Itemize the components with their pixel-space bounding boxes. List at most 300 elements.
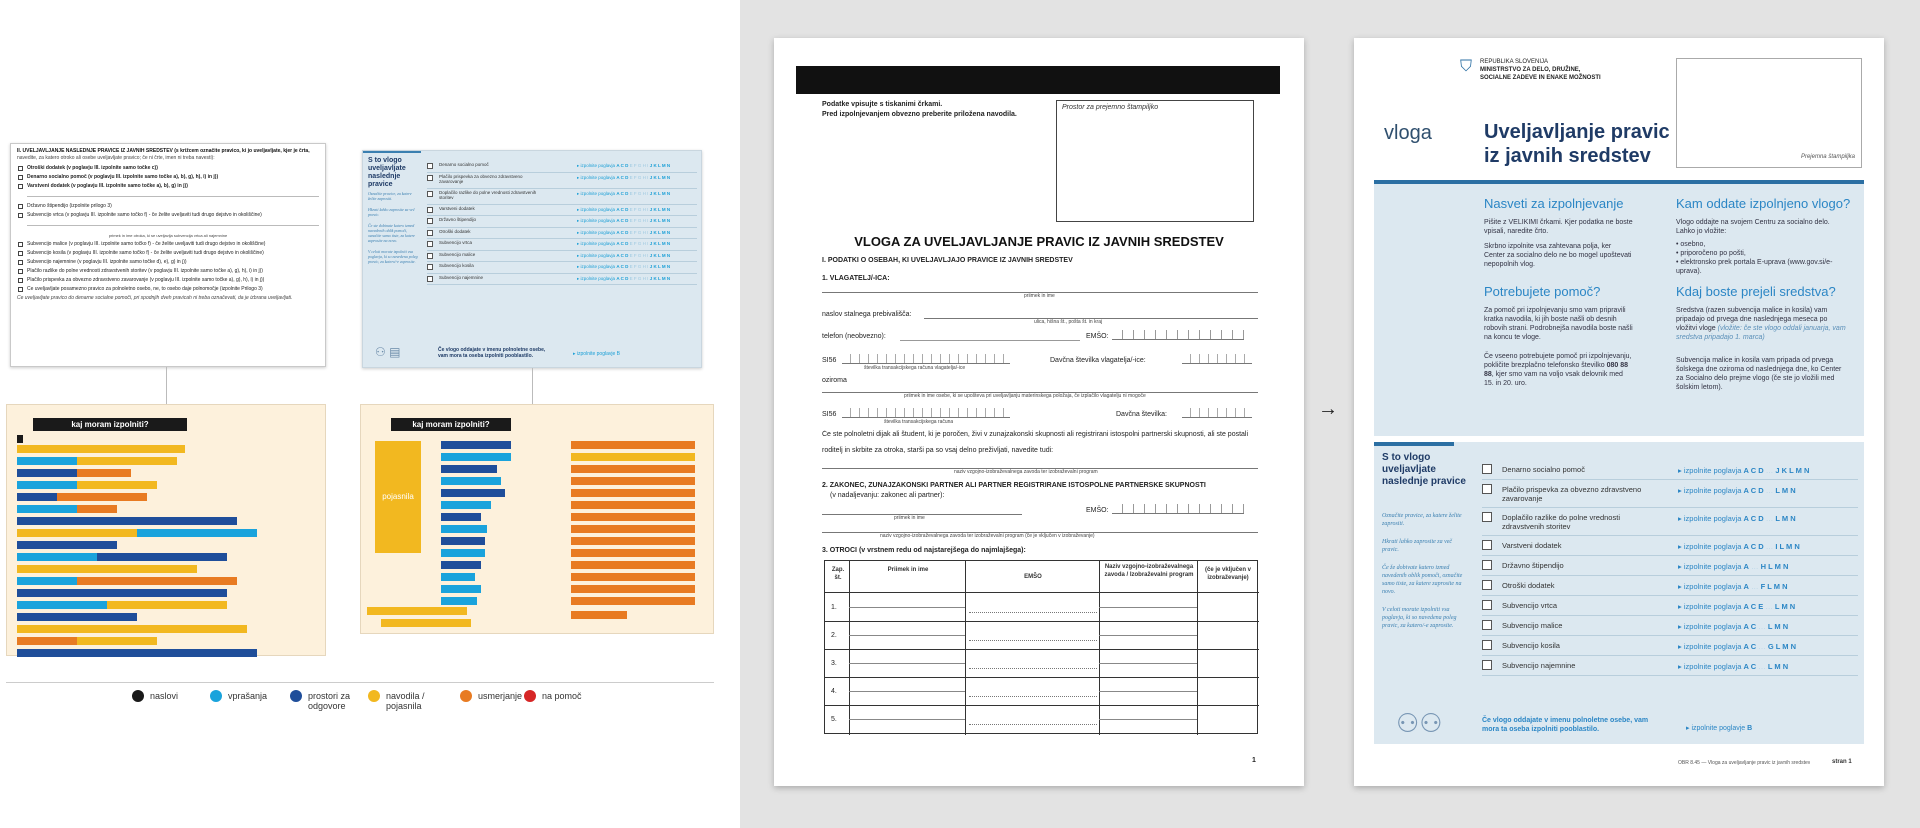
account-boxes[interactable]	[842, 354, 1010, 364]
schematic-bar	[441, 441, 511, 449]
chapter-link[interactable]: ▸ izpolnite poglavja A C D … J K L M N	[1678, 466, 1810, 475]
doc-item-checkbox[interactable]	[18, 278, 23, 283]
partner-school-hint: naziv vzgojno-izobraževalnega zavoda ter izobraževalni program (če je vključen v izobraževanje)	[880, 533, 1095, 539]
chapter-link[interactable]: ▸ izpolnite poglavja A C D … I L M N	[1678, 542, 1800, 551]
side-note: Če ste dobinate katero izmed navedenih oblik pomoči, označite samo tiste, za katere zaprosite na novo.	[368, 223, 415, 243]
connector-line	[532, 368, 533, 404]
doc-item-row	[17, 212, 319, 219]
submit-list: • osebno, • priporočeno po pošti, • elektronsko prek portala E-uprava (www.gov.si/e-uprava).	[1676, 241, 1833, 275]
schematic-bar	[441, 477, 501, 485]
doc-item-row	[17, 174, 319, 181]
th-name: Priimek in ime	[887, 567, 929, 573]
vloga-label: vloga	[1384, 122, 1432, 144]
doc-item-label: Plačilo razlike do polne vrednosti zdravstvenih storitev (v poglavju III. izpolnite samo točke a), g), h), i) in j))	[27, 268, 263, 274]
rights-checkbox[interactable]	[1482, 600, 1492, 610]
tips-2: Skrbno izpolnite vsa zahtevana polja, ker Center za socialno delo ne bo mogel upoštevati nepopolnih vlog.	[1484, 243, 1632, 268]
table-row-number: 4.	[831, 688, 837, 695]
doc-divider	[27, 196, 319, 197]
sub-2b: (v nadaljevanju: zakonec ali partner):	[830, 492, 945, 499]
stamp-box[interactable]	[1676, 58, 1862, 168]
tips-1: Pišite z VELIKIMI črkami. Kjer podatka ne boste vpisali, naredite črto.	[1484, 219, 1633, 235]
side-note: Če že dobivate katero izmed navedenih oblik pomoči, označite samo tiste, za katere zaprosite na novo.	[1382, 565, 1463, 595]
chapter-link[interactable]: ▸ izpolnite poglavja A C … L M N	[1678, 662, 1789, 671]
rights-row	[1482, 656, 1858, 676]
or-label: oziroma	[822, 377, 847, 384]
schematic-bar	[17, 445, 185, 453]
th-emso: EMŠO	[1024, 574, 1042, 580]
rights-label: Subvencijo malice	[439, 251, 476, 257]
table-emso-boxes[interactable]	[969, 691, 1097, 697]
schematic-bar	[17, 589, 227, 597]
name-hint: priimek in ime	[1024, 293, 1055, 299]
rights-checkbox[interactable]	[1482, 620, 1492, 630]
schematic-label: kaj moram izpolniti?	[391, 418, 511, 431]
intro-line-2: Pred izpolnjevanjem obvezno preberite priložena navodila.	[822, 111, 1017, 118]
schematic-bar	[441, 501, 491, 509]
side-note: Hkrati lahko zaprosite za več pravic.	[1382, 539, 1453, 553]
chapter-link[interactable]: ▸ izpolnite poglavja A C D E F G H I J K L M N	[577, 206, 671, 212]
rights-label: Subvencijo kosila	[439, 263, 474, 268]
partner-emso-boxes[interactable]	[1112, 504, 1244, 514]
legend-dot	[524, 690, 536, 702]
info-panel	[1374, 184, 1864, 436]
rights-label: Subvencijo najemnine	[439, 274, 484, 280]
rights-checkbox[interactable]	[1482, 484, 1492, 494]
doc-item-checkbox[interactable]	[18, 184, 23, 189]
rights-label: Subvencijo kosila	[1502, 641, 1560, 650]
submit-heading: Kam oddate izpolnjeno vlogo?	[1676, 196, 1851, 211]
rights-checkbox[interactable]	[427, 253, 433, 259]
schematic-bar	[137, 529, 257, 537]
rights-row	[427, 262, 697, 274]
rights-checkbox[interactable]	[427, 163, 433, 169]
legend-dot	[460, 690, 472, 702]
rights-row	[427, 239, 697, 251]
rights-checkbox[interactable]	[427, 230, 433, 236]
schematic-label: kaj moram izpolniti?	[33, 418, 187, 431]
schematic-bar	[17, 601, 107, 609]
legend-label: prostori za odgovore	[308, 691, 351, 711]
doc-item-checkbox[interactable]	[18, 287, 23, 292]
doc-item-row	[17, 250, 319, 257]
doc-item-checkbox[interactable]	[18, 269, 23, 274]
rights-row	[427, 161, 697, 173]
doc-item-row	[17, 277, 319, 284]
table-school-line[interactable]	[1099, 635, 1197, 636]
side-note: Označite pravice, za katere želite zaprositi.	[1382, 513, 1462, 527]
rights-label: Subvencijo malice	[1502, 621, 1563, 630]
table-name-line[interactable]	[849, 663, 965, 664]
rights-checkbox[interactable]	[1482, 580, 1492, 590]
doc-item-label: Subvencijo kosila (v poglavju III. izpolnite samo točko f) - če želite uveljaviti tudi drugo dejstvo in okoliščine)	[27, 250, 264, 256]
legend-dot	[368, 690, 380, 702]
doc-heading: II. UVELJAVLJANJE NASLEDNJE PRAVICE IZ JAVNIH SREDSTEV (s križcem označite pravico, ki jo uveljavljate, kjer je črta,	[17, 148, 310, 154]
rights-checkbox[interactable]	[427, 241, 433, 247]
schematic-bar	[17, 493, 57, 501]
table-name-line[interactable]	[849, 691, 965, 692]
help-heading: Potrebujete pomoč?	[1484, 284, 1601, 299]
schematic-bar	[441, 585, 481, 593]
table-row-divider	[825, 621, 1259, 622]
rights-footer: Če vlogo oddajate v imenu polnoletne osebe, vam mora ta oseba izpolniti pooblastilo.	[438, 347, 546, 359]
doc-item-label: Otroški dodatek (v poglavju III. izpolnite samo točke c))	[27, 165, 158, 171]
when-1: Sredstva (razen subvencija malice in kosila) vam pripadajo od prvega dne naslednjega meseca po vložitvi vloge (vložite: če ste vlogo oddali januarja, vam sredstva pripadajo 1. marca)	[1676, 307, 1846, 341]
schematic-bar	[441, 561, 481, 569]
schematic-bar	[17, 435, 23, 443]
rights-label: Subvencijo vrtca	[439, 240, 473, 245]
form-code: OBR 8.45 — Vloga za uveljavljanje pravic iz javnih sredstev	[1678, 760, 1811, 766]
stamp-box[interactable]	[1056, 100, 1254, 222]
title-line-1: Uveljavljanje pravic	[1484, 121, 1670, 143]
chapter-link[interactable]: ▸ izpolnite poglavja A C … G L M N	[1678, 642, 1797, 651]
schematic-bar	[571, 549, 695, 557]
connector-line	[166, 367, 167, 405]
doc-item-row	[17, 241, 319, 248]
partner-name-hint: priimek in ime	[894, 515, 925, 521]
side-note: V celoti morate izpolniti vsa poglavja, ki so navedena poleg pravic, za katero/-e zaprosite.	[1382, 607, 1457, 629]
when-heading: Kdaj boste prejeli sredstva?	[1676, 284, 1836, 299]
rights-row	[1482, 616, 1858, 636]
schematic-bar	[441, 465, 497, 473]
schematic-bar	[17, 625, 247, 633]
guardian-hint: priimek in ime osebe, ki se upošteva pri uveljavljanju materinskega položaja, če izplačilo vlagatelju ni mogoče	[904, 393, 1146, 399]
schematic-bar	[17, 553, 97, 561]
rights-checkbox[interactable]	[427, 175, 433, 181]
legend-dot	[132, 690, 144, 702]
doc-item-label: Subvencijo vrtca (v poglavju III. izpolnite samo točko f) - če želite uveljaviti tudi drugo dejstvo in okoliščine)	[27, 212, 262, 218]
table-school-line[interactable]	[1099, 691, 1197, 692]
chapter-link[interactable]: ▸ izpolnite poglavja A C … L M N	[1678, 622, 1789, 631]
schematic-bar	[17, 649, 257, 657]
help-1: Za pomoč pri izpolnjevanju smo vam pripravili kratka navodila, ki jih boste našli ob desnih robovih strani. Podrobnejša navodila boste našli na koncu te vloge.	[1484, 307, 1633, 341]
chapter-link[interactable]: ▸ izpolnite poglavja A C D E F G H I J K L M N	[577, 252, 671, 258]
accent-line	[363, 151, 421, 153]
schematic-bar	[441, 597, 477, 605]
tax-label-2: Davčna številka:	[1116, 411, 1167, 418]
doc-item-label: Plačilo prispevka za obvezno zdravstveno zavarovanje (v poglavju III. izpolnite samo točke a), g), h), i) in j))	[27, 277, 265, 283]
sub-3: 3. OTROCI (v vrstnem redu od najstarejšega do najmlajšega):	[822, 547, 1026, 554]
schematic-bar	[107, 601, 227, 609]
table-name-line[interactable]	[849, 607, 965, 608]
doc-item-label: Subvencijo najemnine (v poglavju III. izpolnite samo točke d), e), g) in j))	[27, 259, 187, 265]
phone-label: telefon (neobvezno):	[822, 333, 886, 340]
rights-checkbox[interactable]	[1482, 640, 1492, 650]
doc-item-row	[17, 165, 319, 172]
rights-row	[1482, 536, 1858, 556]
chapter-link[interactable]: ▸ izpolnite poglavja A … F L M N	[1678, 582, 1788, 591]
schematic-bar	[571, 453, 695, 461]
schematic-bar	[441, 573, 475, 581]
arrow-icon: →	[1318, 398, 1338, 420]
table-row-number: 3.	[831, 660, 837, 667]
schematic-bar	[571, 489, 695, 497]
help-2: Če vseeno potrebujete pomoč pri izpolnjevanju, pokličite brezplačno telefonsko številko 080 88 88, kjer smo vam na voljo vsak delovnik med 15. in 20. uro.	[1484, 353, 1632, 387]
rights-checkbox[interactable]	[427, 276, 433, 282]
submit-text: Vlogo oddajte na svojem Centru za socialno delo. Lahko jo vložite:	[1676, 219, 1830, 235]
schematic-bar	[571, 611, 627, 619]
schematic-bar	[17, 505, 77, 513]
doc-item-checkbox[interactable]	[18, 166, 23, 171]
table-school-line[interactable]	[1099, 719, 1197, 720]
schematic-bar	[367, 607, 467, 615]
address-label: naslov stalnega prebivališča:	[822, 311, 912, 318]
schematic-bar	[571, 561, 695, 569]
footer-chapter: ▸ izpolnite poglavje B	[1686, 725, 1753, 732]
table-row-divider	[825, 705, 1259, 706]
rights-row	[1482, 460, 1858, 480]
schematic-bar	[77, 457, 177, 465]
legend-divider	[6, 682, 714, 683]
school-hint: naziv vzgojno-izobraževalnega zavoda ter izobraževalni program	[954, 469, 1098, 475]
doc-note: primek in ime otroka, ki se uveljavlja subvencija vrtca ali najemnine	[108, 233, 228, 238]
rights-checkbox[interactable]	[427, 191, 433, 197]
table-school-line[interactable]	[1099, 607, 1197, 608]
rights-checkbox[interactable]	[427, 207, 433, 213]
title-line-2: iz javnih sredstev	[1484, 145, 1651, 167]
table-emso-boxes[interactable]	[969, 719, 1097, 725]
rights-row	[1482, 480, 1858, 508]
emso-boxes[interactable]	[1112, 330, 1244, 340]
page-label: stran 1	[1832, 759, 1852, 765]
doc-item-label: Subvencijo malice (v poglavju III. izpolnite samo točko f) - če želite uveljaviti tudi drugo dejstvo in okoliščine)	[27, 241, 266, 247]
black-header-bar	[796, 66, 1280, 94]
rights-checkbox[interactable]	[1482, 540, 1492, 550]
rights-checkbox[interactable]	[1482, 560, 1492, 570]
schematic-bar	[571, 585, 695, 593]
schematic-bar	[77, 577, 237, 585]
doc-note: Če uveljavljate pravico do denarne socialne pomoči, pri spodnjih dveh pravicah ni treba označevati, da je izbrana uveljavljati.	[17, 295, 293, 301]
tax-label: Davčna številka vlagatelja/-ice:	[1050, 357, 1146, 364]
th-note: (če je vključen v izobraževanje)	[1204, 567, 1252, 581]
legend-label: navodila / pojasnila	[386, 691, 425, 711]
rights-label: Denarno socialno pomoč	[439, 162, 489, 167]
rights-label: Varstveni dodatek	[1502, 541, 1562, 550]
legend-label: usmerjanje	[478, 691, 523, 701]
schematic-bar	[17, 517, 237, 525]
coat-of-arms-icon: ⛉	[1460, 58, 1473, 75]
chapter-link[interactable]: ▸ izpolnite poglavja A … H L M N	[1678, 562, 1789, 571]
rights-side-notes	[1382, 512, 1470, 640]
doc-item-row	[17, 286, 319, 293]
schematic-bar	[77, 637, 157, 645]
doc-item-checkbox[interactable]	[18, 251, 23, 256]
doc-items	[17, 165, 319, 302]
doc-item-label: Denarno socialno pomoč (v poglavju III. izpolnite samo točke a), b), g), h), i) in j))	[27, 174, 219, 180]
rights-checkbox[interactable]	[1482, 512, 1492, 522]
si56-label-2: SI56	[822, 411, 837, 418]
schematic-bar	[77, 481, 157, 489]
doc-item-row	[17, 203, 319, 210]
table-row-number: 1.	[831, 604, 837, 611]
student-question: Če ste polnoletni dijak ali študent, ki je poročen, živi v zunajzakonski skupnosti ali registrirani istospolni partnerski skupnosti, ali ste postali	[822, 431, 1249, 438]
th-no: Zap. št.	[831, 567, 845, 581]
table-school-line[interactable]	[1099, 663, 1197, 664]
schematic-bar	[441, 513, 481, 521]
schematic-bar	[441, 489, 505, 497]
doc-divider	[27, 225, 319, 226]
chapter-link[interactable]: ▸ izpolnite poglavja A C D … L M N	[1678, 514, 1796, 523]
forms-comparison-panel	[740, 0, 1920, 828]
schematic-bar	[571, 597, 695, 605]
schematic-bar	[571, 513, 695, 521]
schematic-bar	[77, 505, 117, 513]
doc-item-checkbox[interactable]	[18, 242, 23, 247]
schematic-bar	[17, 565, 197, 573]
rights-label: Otroški dodatek	[1502, 581, 1555, 590]
doc-item-label: Varstveni dodatek (v poglavju III. izpolnite samo točke a), b), g) in j))	[27, 183, 188, 189]
rights-row	[1482, 556, 1858, 576]
legend-label: na pomoč	[542, 691, 582, 701]
schematic-bar	[571, 537, 695, 545]
chapter-link[interactable]: ▸ izpolnite poglavja A C D … L M N	[1678, 486, 1796, 495]
rights-label: Doplačilo razlike do polne vrednosti zdravstvenih storitev	[1502, 513, 1620, 531]
legend-dot	[210, 690, 222, 702]
table-name-line[interactable]	[849, 719, 965, 720]
schematic-bar	[571, 525, 695, 533]
schematic-bar	[17, 577, 77, 585]
side-note: Hkrati lahko zaprosite za več pravic.	[368, 207, 415, 217]
schematic-bar	[381, 619, 471, 627]
rights-label: Državno štipendijo	[439, 217, 477, 222]
schematic-bar	[441, 549, 485, 557]
rights-panel	[1374, 442, 1864, 744]
schematic-bar	[17, 457, 77, 465]
doc-subheading: navedite, za katero otroko ali osebe uveljavljate pravico; če ni črte, imen ni treba navesti):	[17, 155, 215, 161]
table-row-number: 2.	[831, 632, 837, 639]
doc-item-row	[17, 259, 319, 266]
emso-label: EMŠO:	[1086, 333, 1109, 340]
new-rights-section-doc	[362, 150, 702, 368]
doc-item-checkbox[interactable]	[18, 260, 23, 265]
table-row-divider	[825, 677, 1259, 678]
rights-label: Subvencijo najemnine	[1502, 661, 1576, 670]
chapter-link[interactable]: ▸ izpolnite poglavja A C D E F G H I J K L M N	[577, 174, 671, 180]
rights-label: Plačilo prispevka za obvezno zdravstveno zavarovanje	[439, 173, 523, 184]
side-note: Označite pravice, za katere želite zaprositi.	[368, 191, 412, 201]
chapter-link[interactable]: ▸ izpolnite poglavja A C D E F G H I J K L M N	[577, 275, 671, 281]
rights-list	[1482, 460, 1858, 676]
table-name-line[interactable]	[849, 635, 965, 636]
sub-2: 2. ZAKONEC, ZUNAJZAKONSKI PARTNER ALI PARTNER REGISTRIRANE ISTOSPOLNE PARTNERSKE SKUPNOSTI	[822, 482, 1206, 489]
table-emso-boxes[interactable]	[969, 663, 1097, 669]
schematic-bar	[17, 541, 117, 549]
new-form-page	[1354, 38, 1884, 786]
sub-1: 1. VLAGATELJ/-ICA:	[822, 275, 890, 282]
footer-chapter: ▸ izpolnite poglavje B	[573, 351, 620, 357]
tax-boxes-2[interactable]	[1182, 408, 1252, 418]
old-form-page	[774, 38, 1304, 786]
rights-label: Državno štipendijo	[1502, 561, 1564, 570]
schematic-bar	[571, 441, 695, 449]
side-notes	[368, 191, 420, 270]
chapter-link[interactable]: ▸ izpolnite poglavja A C D E F G H I J K L M N	[577, 218, 671, 223]
schematic-bar	[571, 501, 695, 509]
rights-checkbox[interactable]	[1482, 464, 1492, 474]
stamp-label: Prejemna štampiljka	[1800, 154, 1855, 160]
rights-footer: Če vlogo oddajate v imenu polnoletne osebe, vam mora ta oseba izpolniti pooblastilo.	[1482, 717, 1649, 733]
schematic-bar	[571, 477, 695, 485]
schematic-bar	[17, 529, 137, 537]
rights-label: Varstveni dodatek	[439, 205, 475, 211]
account-boxes-2[interactable]	[842, 408, 1010, 418]
people-icon: ⚇ ▤	[375, 345, 401, 359]
rights-rows	[427, 161, 697, 285]
rights-row	[427, 251, 697, 263]
doc-item-row	[17, 183, 319, 190]
rights-row	[427, 228, 697, 240]
schematic-bar	[441, 453, 511, 461]
tips-heading: Nasveti za izpolnjevanje	[1484, 196, 1624, 211]
schematic-bar	[441, 537, 485, 545]
schematic-bar	[17, 613, 137, 621]
partner-emso-label: EMŠO:	[1086, 507, 1109, 514]
chapter-link[interactable]: ▸ izpolnite poglavja A C D E F G H I J K L M N	[577, 229, 671, 235]
schematic-bar	[77, 469, 131, 477]
account-hint: številka transakcijskega računa vlagatelja/-ice	[864, 365, 966, 371]
tax-boxes[interactable]	[1182, 354, 1252, 364]
ministry-line-1: REPUBLIKA SLOVENIJA	[1480, 59, 1549, 65]
rights-checkbox[interactable]	[427, 218, 433, 224]
ministry-line-2: MINISTRSTVO ZA DELO, DRUŽINE,	[1480, 67, 1581, 73]
doc-item-checkbox[interactable]	[18, 175, 23, 180]
doc-item-checkbox[interactable]	[18, 213, 23, 218]
legend-label: naslovi	[150, 691, 179, 701]
old-form-schematic	[6, 404, 326, 656]
chapter-link[interactable]: ▸ izpolnite poglavja A C D E F G H I J K L M N	[577, 163, 671, 168]
form-title: VLOGA ZA UVELJAVLJANJE PRAVIC IZ JAVNIH SREDSTEV	[854, 234, 1224, 249]
when-2: Subvencija malice in kosila vam pripada od prvega šolskega dne oziroma od naslednjega dne, ko Center za Socialno delo prejme vlogo (če ste jo vložili med šolskim letom).	[1676, 357, 1842, 391]
rights-row	[427, 205, 697, 217]
rights-row	[1482, 508, 1858, 536]
doc-item-row	[17, 268, 319, 275]
th-school: Naziv vzgojno-izobraževalnega zavoda / Izobraževalni program	[1104, 564, 1194, 578]
schematic-bar	[57, 493, 147, 501]
old-rights-section-doc	[10, 143, 326, 367]
doc-item-label: Če uveljavljate posamezno pravico za polnoletno osebo, ne, to osebo daje polnomočje (izpolnite Prilogo 3)	[27, 286, 263, 292]
schematic-bar	[441, 525, 487, 533]
rights-checkbox[interactable]	[427, 264, 433, 270]
phone-line[interactable]	[900, 340, 1080, 341]
address-hint: ulica, hišna št., pošta št. in kraj	[1034, 319, 1103, 325]
chapter-link[interactable]: ▸ izpolnite poglavja A C E … L M N	[1678, 602, 1796, 611]
table-row-number: 5.	[831, 716, 837, 723]
ministry-line-3: SOCIALNE ZADEVE IN ENAKE MOŽNOSTI	[1480, 75, 1601, 81]
legend-dot	[290, 690, 302, 702]
chapter-link[interactable]: ▸ izpolnite poglavja A C D E F G H I J K L M N	[577, 264, 671, 269]
table-emso-boxes[interactable]	[969, 635, 1097, 641]
schematic-bar	[17, 637, 77, 645]
rights-title: S to vlogo uveljavljate naslednje pravice	[368, 157, 406, 188]
doc-item-checkbox[interactable]	[18, 204, 23, 209]
chapter-link[interactable]: ▸ izpolnite poglavja A C D E F G H I J K L M N	[577, 190, 671, 196]
children-table	[824, 560, 1258, 734]
rights-row	[427, 189, 697, 205]
chapter-link[interactable]: ▸ izpolnite poglavja A C D E F G H I J K L M N	[577, 241, 671, 246]
si56-label: SI56	[822, 357, 837, 364]
people-icon: ⚇⚇	[1396, 708, 1443, 738]
table-emso-boxes[interactable]	[969, 607, 1097, 613]
rights-label: Denarno socialno pomoč	[1502, 465, 1585, 474]
account-hint-2: številka transakcijskega računa	[884, 419, 954, 425]
rights-accent	[1374, 442, 1454, 446]
rights-title: S to vlogo uveljavljate naslednje pravice	[1382, 452, 1466, 487]
rights-row	[427, 274, 697, 286]
schematic-bar	[17, 481, 77, 489]
student-question-2: roditelj in skrbite za otroka, starši pa so vsaj delno preživljati, navedite tudi:	[822, 447, 1054, 454]
rights-checkbox[interactable]	[1482, 660, 1492, 670]
table-row-divider	[825, 649, 1259, 650]
rights-row	[1482, 576, 1858, 596]
